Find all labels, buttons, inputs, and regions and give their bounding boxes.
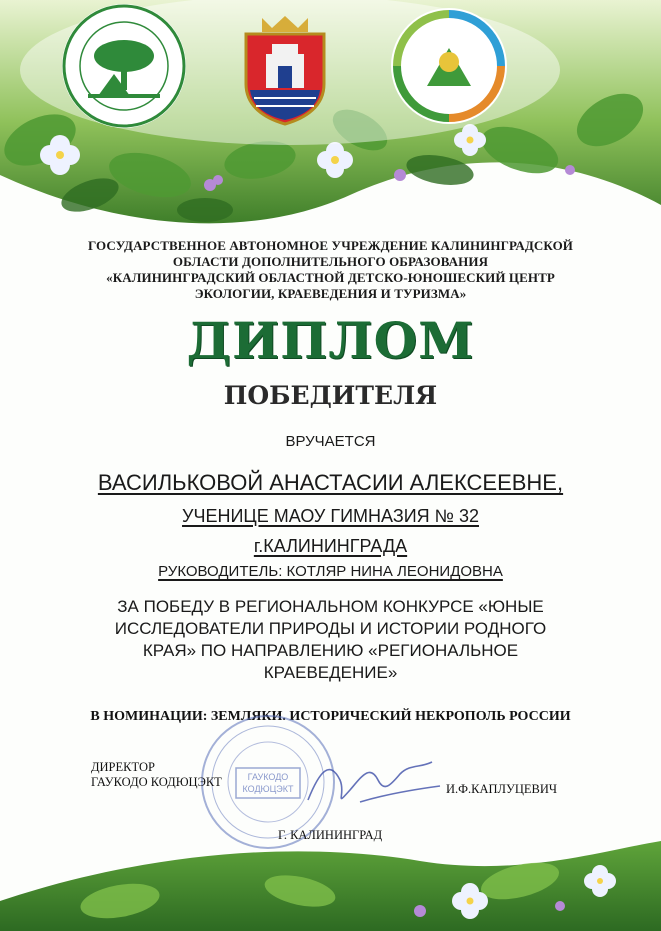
award-reason [0,596,661,684]
awarded-label: ВРУЧАЕТСЯ [285,433,376,450]
handwritten-signature [300,750,450,820]
winner-subtitle: ПОБЕДИТЕЛЯ [223,381,438,410]
recipient-name [0,470,661,496]
org-line: «КАЛИНИНГРАДСКИЙ ОБЛАСТНОЙ ДЕТСКО-ЮНОШЕСКИЙ ЦЕНТР [106,270,555,285]
eco-center-emblem [383,0,515,132]
diploma-title: ДИПЛОМ [186,311,475,370]
reason-line: ЗА ПОБЕДУ В РЕГИОНАЛЬНОМ КОНКУРСЕ «ЮНЫЕ [117,597,544,616]
bottom-floral-band [0,811,661,931]
reason-line: КРАЯ» ПО НАПРАВЛЕНИЮ «РЕГИОНАЛЬНОЕ [142,641,519,660]
kaliningrad-coat-of-arms [236,14,334,126]
director-title [91,760,222,790]
recipient-supervisor-text: РУКОВОДИТЕЛЬ: КОТЛЯР НИНА ЛЕОНИДОВНА [158,563,503,580]
recipient-school-text: УЧЕНИЦЕ МАОУ ГИМНАЗИЯ № 32 [182,506,479,526]
stamp-text-line1: ГАУКОДО [247,772,289,782]
org-line: ГОСУДАРСТВЕННОЕ АВТОНОМНОЕ УЧРЕЖДЕНИЕ КАЛИНИНГРАДСКОЙ [87,238,574,253]
floral-background-bottom [0,811,661,931]
director-title-line2: ГАУКОДО КОДЮЦЭКТ [91,775,222,789]
recipient-city-text: г.КАЛИНИНГРАДА [253,536,408,556]
recipient-school [0,504,661,528]
stamp-text-line2: КОДЮЦЭКТ [242,784,294,794]
recipient-supervisor [0,562,661,582]
director-title-line1: ДИРЕКТОР [91,760,155,774]
place-city: Г. КАЛИНИНГРАД [278,828,383,842]
organization-name [0,238,661,302]
recipient-city [0,534,661,558]
nomination: В НОМИНАЦИИ: ЗЕМЛЯКИ. ИСТОРИЧЕСКИЙ НЕКРОПОЛЬ РОССИИ [90,709,571,724]
recipient-name-text: ВАСИЛЬКОВОЙ АНАСТАСИИ АЛЕКСЕЕВНЕ, [97,470,564,495]
center-circular-logo [58,0,190,132]
reason-line: КРАЕВЕДЕНИЕ» [263,663,398,682]
org-line: ОБЛАСТИ ДОПОЛНИТЕЛЬНОГО ОБРАЗОВАНИЯ [172,254,489,269]
director-name: И.Ф.КАПЛУЦЕВИЧ [446,782,558,796]
reason-line: ИССЛЕДОВАТЕЛИ ПРИРОДЫ И ИСТОРИИ РОДНОГО [114,619,547,638]
org-line: ЭКОЛОГИИ, КРАЕВЕДЕНИЯ И ТУРИЗМА» [194,286,467,301]
